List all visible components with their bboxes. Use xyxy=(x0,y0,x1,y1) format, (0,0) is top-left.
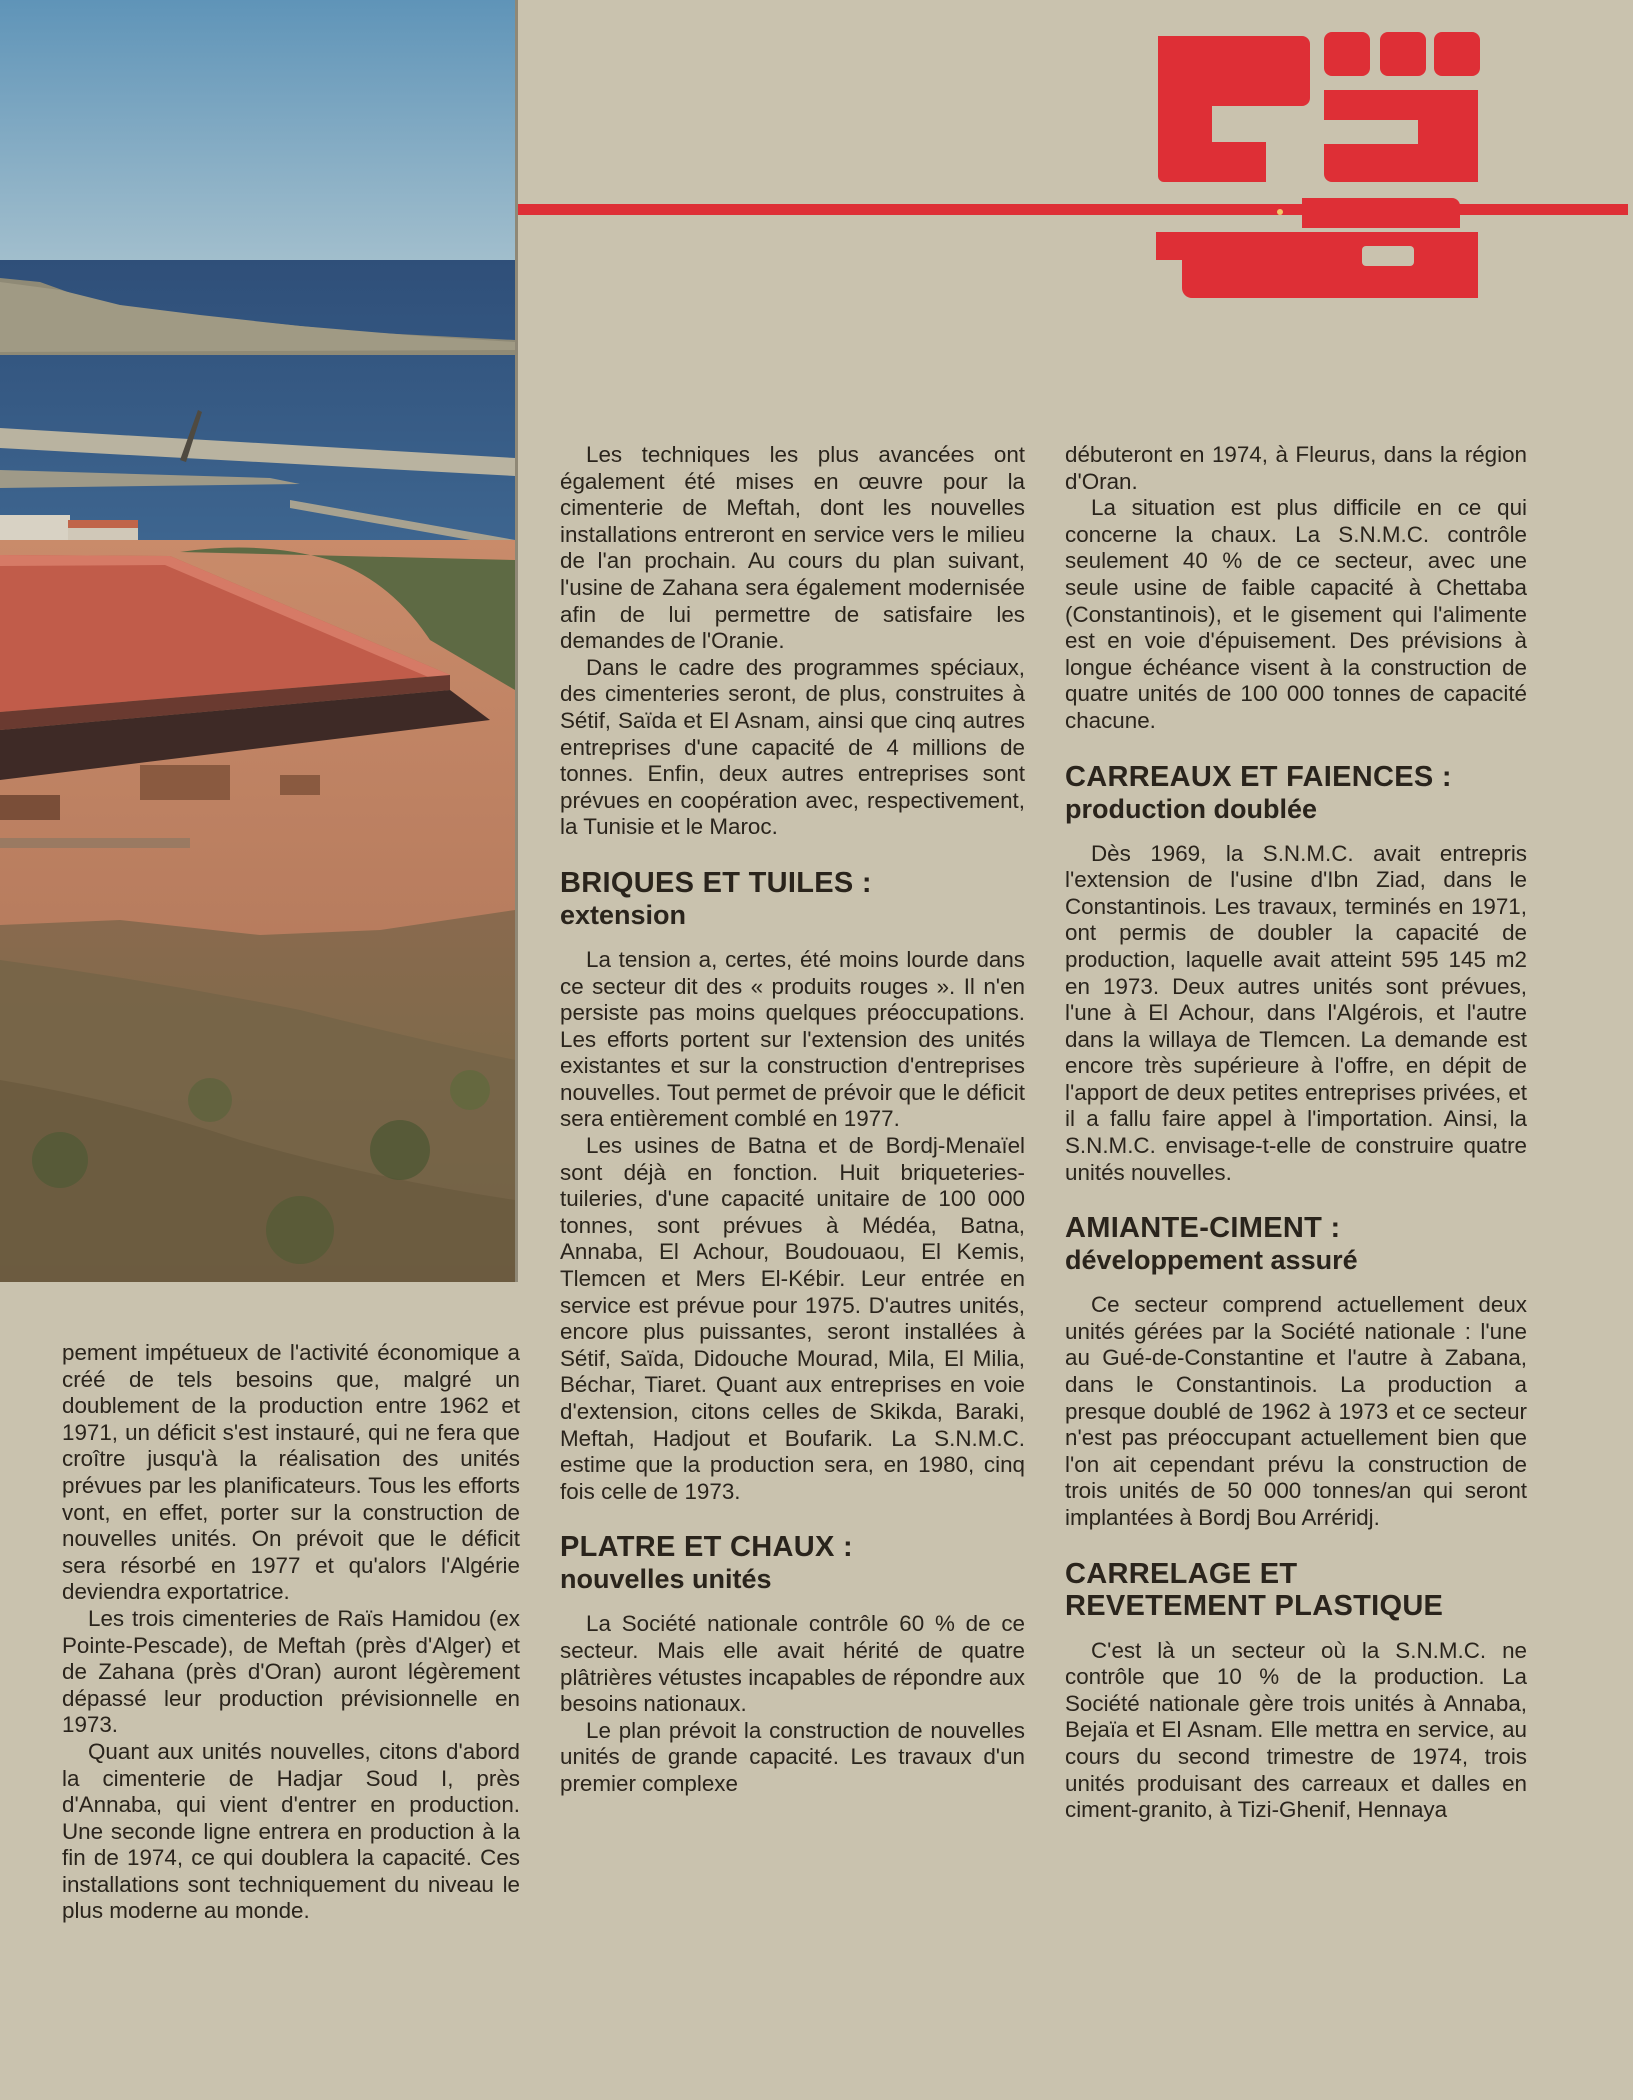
section-subtitle: nouvelles unités xyxy=(560,1564,772,1595)
paragraph: débuteront en 1974, à Fleurus, dans la région d'Oran. xyxy=(1065,442,1527,494)
section-heading-carreaux xyxy=(1065,761,1527,825)
section-heading-briques xyxy=(560,867,1025,931)
paragraph: C'est là un secteur où la S.N.M.C. ne contrôle que 10 % de la production. La Société nationale gère trois unités à Annaba, Bejaïa et El Asnam. Elle mettra en service, au cours du second trimestre de 1974, trois unités produisant des carreaux et dalles en ciment-granito, à Tizi-Ghenif, Hennaya xyxy=(1065,1637,1527,1823)
paragraph: Ce secteur comprend actuellement deux unités gérées par la Société nationale : l'une au Gué-de-Constantine et l'autre à Zabana, dans le Constantinois. La production a presque doublé de 1962 à 1973 et ce secteur n'est pas préoccupant actuellement bien que l'on ait cependant prévu la construction de trois unités de 50 000 tonnes/an qui seront implantées à Bordj Bou Arréridj. xyxy=(1065,1292,1527,1530)
paragraph: Dès 1969, la S.N.M.C. avait entrepris l'extension de l'usine d'Ibn Ziad, dans le Constantinois. Les travaux, terminés en 1971, ont permis de doubler la capacité de production, laquelle avait atteint 595 145 m2 en 1973. Deux autres unités sont prévues, l'une à El Achour, dans l'Algérois, et l'autre dans la willaya de Tlemcen. La demande est encore très supérieure à l'offre, en dépit de l'apport de deux petites entreprises privées, et il a fallu faire appel à l'importation. Ainsi, la S.N.M.C. envisage-t-elle de construire quatre unités nouvelles. xyxy=(1065,840,1527,1185)
section-title: AMIANTE-CIMENT : xyxy=(1065,1212,1341,1245)
paragraph: Le plan prévoit la construction de nouvelles unités de grande capacité. Les travaux d'un premier complexe xyxy=(560,1717,1025,1796)
paragraph: La tension a, certes, été moins lourde dans ce secteur dit des « produits rouges ». Il n'en persiste pas moins quelques préoccupations. Les efforts portent sur l'extension des unités existantes et sur la construction d'entreprises nouvelles. Tout permet de prévoir que le déficit sera entièrement comblé en 1977. xyxy=(560,946,1025,1132)
text-column-2 xyxy=(560,442,1025,1798)
section-title-line-2: REVETEMENT PLASTIQUE xyxy=(1065,1589,1444,1622)
section-title: PLATRE ET CHAUX : xyxy=(560,1531,853,1564)
section-heading-platre xyxy=(560,1531,1025,1595)
paragraph: Les trois cimenteries de Raïs Hamidou (ex Pointe-Pescade), de Meftah (près d'Alger) et de Zahana (près d'Oran) auront légèrement dépassé leur production prévisionnelle en 1973. xyxy=(62,1605,520,1738)
section-title-line-1: CARRELAGE ET xyxy=(1065,1557,1298,1590)
section-subtitle: extension xyxy=(560,899,687,930)
section-heading-carrelage xyxy=(1065,1558,1527,1622)
paragraph: Dans le cadre des programmes spéciaux, des cimenteries seront, de plus, construites à Sétif, Saïda et El Asnam, ainsi que cinq autres entreprises d'une capacité de 4 millions de tonnes. Enfin, deux autres entreprises sont prévues en coopération avec, respectivement, la Tunisie et le Maroc. xyxy=(560,654,1025,840)
section-subtitle: production doublée xyxy=(1065,793,1317,824)
paragraph: pement impétueux de l'activité économique a créé de tels besoins que, malgré un doublement de la production entre 1962 et 1971, un déficit s'est instauré, qui ne fera que croître jusqu'à la réalisation des unités prévues par les planificateurs. Tous les efforts vont, en effet, porter sur la construction de nouvelles unités. On prévoit que le déficit sera résorbé en 1977 et qu'alors l'Algérie deviendra exportatrice. xyxy=(62,1340,520,1605)
text-column-3 xyxy=(1065,442,1527,1824)
section-heading-amiante xyxy=(1065,1212,1527,1276)
paragraph: Quant aux unités nouvelles, citons d'abord la cimenterie de Hadjar Soud I, près d'Annaba, qui vient d'entrer en production. Une seconde ligne entrera en production à la fin de 1974, ce qui doublera la capacité. Ces installations sont techniquement du niveau le plus moderne au monde. xyxy=(62,1738,520,1924)
paragraph: La Société nationale contrôle 60 % de ce secteur. Mais elle avait hérité de quatre plâtrières vétustes incapables de répondre aux besoins nationaux. xyxy=(560,1611,1025,1717)
harbour-photo xyxy=(0,0,518,1282)
paragraph: Les usines de Batna et de Bordj-Menaïel sont déjà en fonction. Huit briqueteries-tuileries, d'une capacité unitaire de 100 000 tonnes, sont prévues à Médéa, Batna, Annaba, El Achour, Boudouaou, El Kemis, Tlemcen et Mers El-Kébir. Leur entrée en service est prévue pour 1975. D'autres unités, encore plus puissantes, seront installées à Sétif, Saïda, Didouche Mourad, Mila, El Milia, Béchar, Tiaret. Quant aux entreprises en voie d'extension, citons celles de Skikda, Baraki, Meftah, Hadjout et Boufarik. La S.N.M.C. estime que la production sera, en 1980, cinq fois celle de 1973. xyxy=(560,1133,1025,1504)
section-subtitle: développement assuré xyxy=(1065,1245,1358,1276)
section-title: BRIQUES ET TUILES : xyxy=(560,866,872,899)
paragraph: La situation est plus difficile en ce qui concerne la chaux. La S.N.M.C. contrôle seulement 40 % de ce secteur, avec une seule usine de faible capacité à Chettaba (Constantinois), et le gisement qui l'alimente est en voie d'épuisement. Des prévisions à longue échéance visent à la construction de quatre unités de 100 000 tonnes de capacité chacune. xyxy=(1065,495,1527,733)
text-column-1 xyxy=(62,1340,520,1925)
red-arabic-calligraphy-logo xyxy=(1152,28,1482,300)
section-title: CARREAUX ET FAIENCES : xyxy=(1065,760,1452,793)
paragraph: Les techniques les plus avancées ont également été mises en œuvre pour la cimenterie de Meftah, dont les nouvelles installations entreront en service vers le milieu de l'an prochain. Au cours du plan suivant, l'usine de Zahana sera également modernisée afin de lui permettre de satisfaire les demandes de l'Oranie. xyxy=(560,442,1025,654)
